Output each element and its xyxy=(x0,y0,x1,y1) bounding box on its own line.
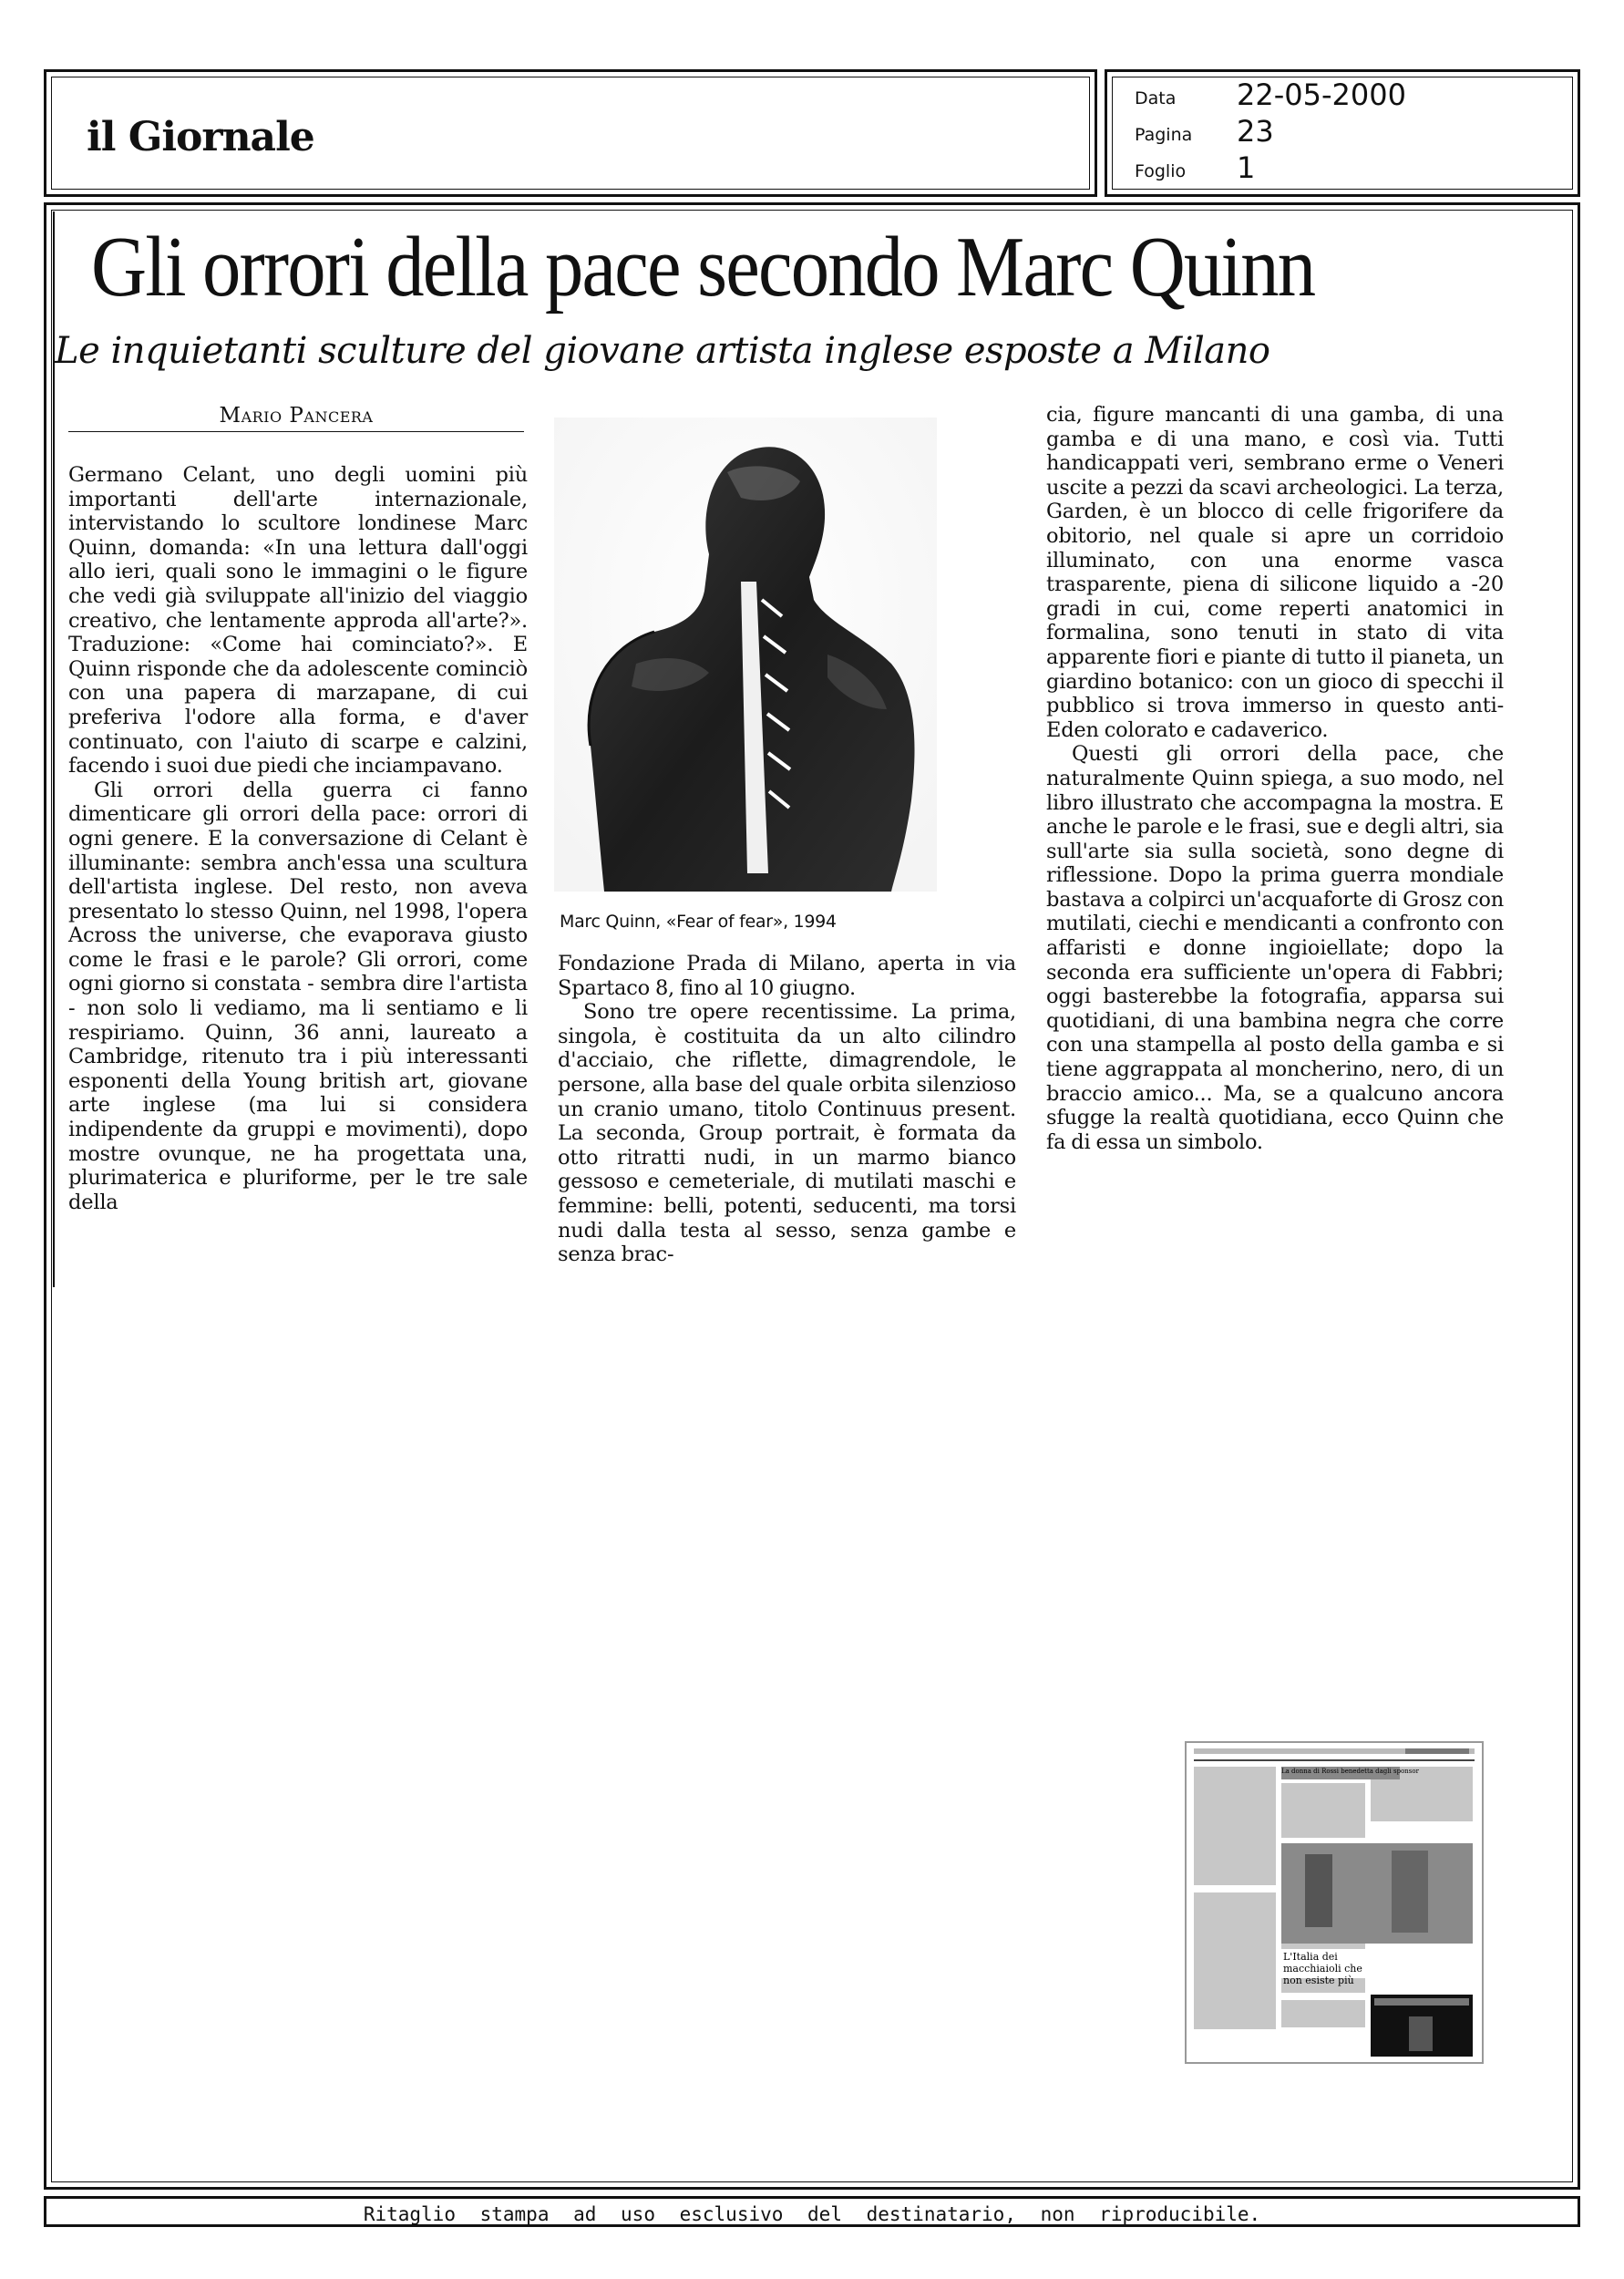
footer-notice: Ritaglio stampa ad uso esclusivo del destinatario, non riproducibile. xyxy=(363,2203,1261,2225)
byline: Mario Pancera xyxy=(219,404,374,428)
page-row xyxy=(1135,112,1554,149)
paragraph: Fondazione Prada di Milano, aperta in via Spartaco 8, fino al 10 giugno. xyxy=(558,952,1016,1000)
thumbnail-page-image xyxy=(1187,1743,1482,2062)
page-label: Pagina xyxy=(1135,125,1193,145)
date-value: 22-05-2000 xyxy=(1237,77,1406,112)
byline-rule xyxy=(68,431,524,432)
page-value: 23 xyxy=(1237,114,1274,149)
article-column-3 xyxy=(1046,403,1504,1154)
sculpture-photo xyxy=(554,418,937,892)
paragraph: cia, figure mancanti di una gamba, di una gamba e di una mano, e così via. Tutti handicappati veri, sembrano erme o Veneri uscite a pezzi da scavi archeologici. La terza, Garden, è un blocco di celle frigorifere da obitorio, nel quale si apre un corridoio illuminato, con una enorme vasca trasparente, piena di silicone liquido a -20 gradi in cui, come reperti anatomici in formalina, sono tenuti in stato di vita apparente fiori e piante di tutto il pianeta, un giardino botanico: con un gioco di specchi il pubblico si trova immerso in questo anti-Eden colorato e cadaverico. xyxy=(1046,403,1504,742)
article-subheadline: Le inquietanti sculture del giovane artista inglese esposte a Milano xyxy=(55,330,1270,372)
newspaper-masthead: il Giornale xyxy=(87,114,314,160)
masthead-box xyxy=(44,69,1097,197)
page-thumbnail xyxy=(1185,1741,1484,2064)
paragraph: Germano Celant, uno degli uomini più importanti dell'arte internazionale, intervistando lo scultore londinese Marc Quinn, domanda: «In una lettura dall'oggi allo ieri, quali sono le immagini o le figure che vedi già sviluppate all'inizio del viaggio creativo, che lentamente approda all'arte?». Traduzione: «Come hai cominciato?». E Quinn risponde che da adolescente cominciò con una papera di marzapane, di cui preferiva l'odore alla forma, e d'aver continuato, con l'aiuto di scarpe e calzini, facendo i suoi due piedi che inciampavano. xyxy=(68,463,528,779)
paragraph: Sono tre opere recentissime. La prima, singola, è costituita da un alto cilindro d'acciaio, che riflette, dimagrendole, le persone, alla base del quale orbita silenzioso un cranio umano, titolo Continuus present. La seconda, Group portrait, è formata da otto ritratti nudi, in un marmo bianco gessoso e cemeteriale, di mutilati maschi e femmine: belli, potenti, seducenti, ma torsi nudi dalla testa al sesso, senza gambe e senza brac- xyxy=(558,1000,1016,1267)
article-headline: Gli orrori della pace secondo Marc Quinn xyxy=(91,220,1315,315)
article-column-1 xyxy=(68,463,528,1214)
column-rule xyxy=(53,211,55,1287)
paragraph: Questi gli orrori della pace, che naturalmente Quinn spiega, a suo modo, nel libro illustrato che accompagna la mostra. E anche le parole e le frasi, sue e degli altri, sia sull'arte sia sulla società, sono degne di riflessione. Dopo la prima guerra mondiale bastava a colpirci un'acquaforte di Grosz con mutilati, ciechi e mendicanti a confronto con affaristi e donne ingioiellate; dopo la seconda era sufficiente un'opera di Fabbri; oggi basterebbe la fotografia, apparsa sui quotidiani, di una bambina negra che corre con una stampella al posto della gamba e si tiene aggrappata al moncherino, nero, di un braccio amico... Ma, se a qualcuno ancora sfugge la realtà quotidiana, ecco Quinn che fa di essa un simbolo. xyxy=(1046,742,1504,1154)
sheet-label: Foglio xyxy=(1135,161,1187,181)
paragraph: Gli orrori della guerra ci fanno dimenticare gli orrori della pace: orrori di ogni genere. E la conversazione di Celant è illuminante: sembra anch'essa una scultura dell'artista inglese. Del resto, non aveva presentato lo stesso Quinn, nel 1998, l'opera Across the universe, che evaporava giusto come le frasi e le parole? Gli orrori, come ogni giorno si constata - sembra dire l'artista - non solo li vediamo, ma li sentiamo e li respiriamo. Quinn, 36 anni, laureato a Cambridge, ritenuto tra i più interessanti esponenti della Young british art, giovane arte inglese (ma lui si considera indipendente da gruppi e movimenti), dopo mostre ovunque, ne ha progettata una, plurimaterica e pluriforme, per le tre sale della xyxy=(68,778,528,1214)
photo-caption: Marc Quinn, «Fear of fear», 1994 xyxy=(560,912,837,932)
thumbnail-headline: L'Italia dei macchiaioli che non esiste più xyxy=(1283,1951,1362,1986)
article-column-2 xyxy=(558,952,1016,1267)
date-label: Data xyxy=(1135,88,1177,108)
thumbnail-headline: La donna di Rossi benedetta dagli sponsor xyxy=(1281,1768,1419,1775)
sheet-value: 1 xyxy=(1237,150,1256,185)
footer-notice-box xyxy=(44,2196,1580,2227)
sheet-row xyxy=(1135,149,1554,185)
metadata-box xyxy=(1105,69,1580,197)
date-row xyxy=(1135,76,1554,112)
